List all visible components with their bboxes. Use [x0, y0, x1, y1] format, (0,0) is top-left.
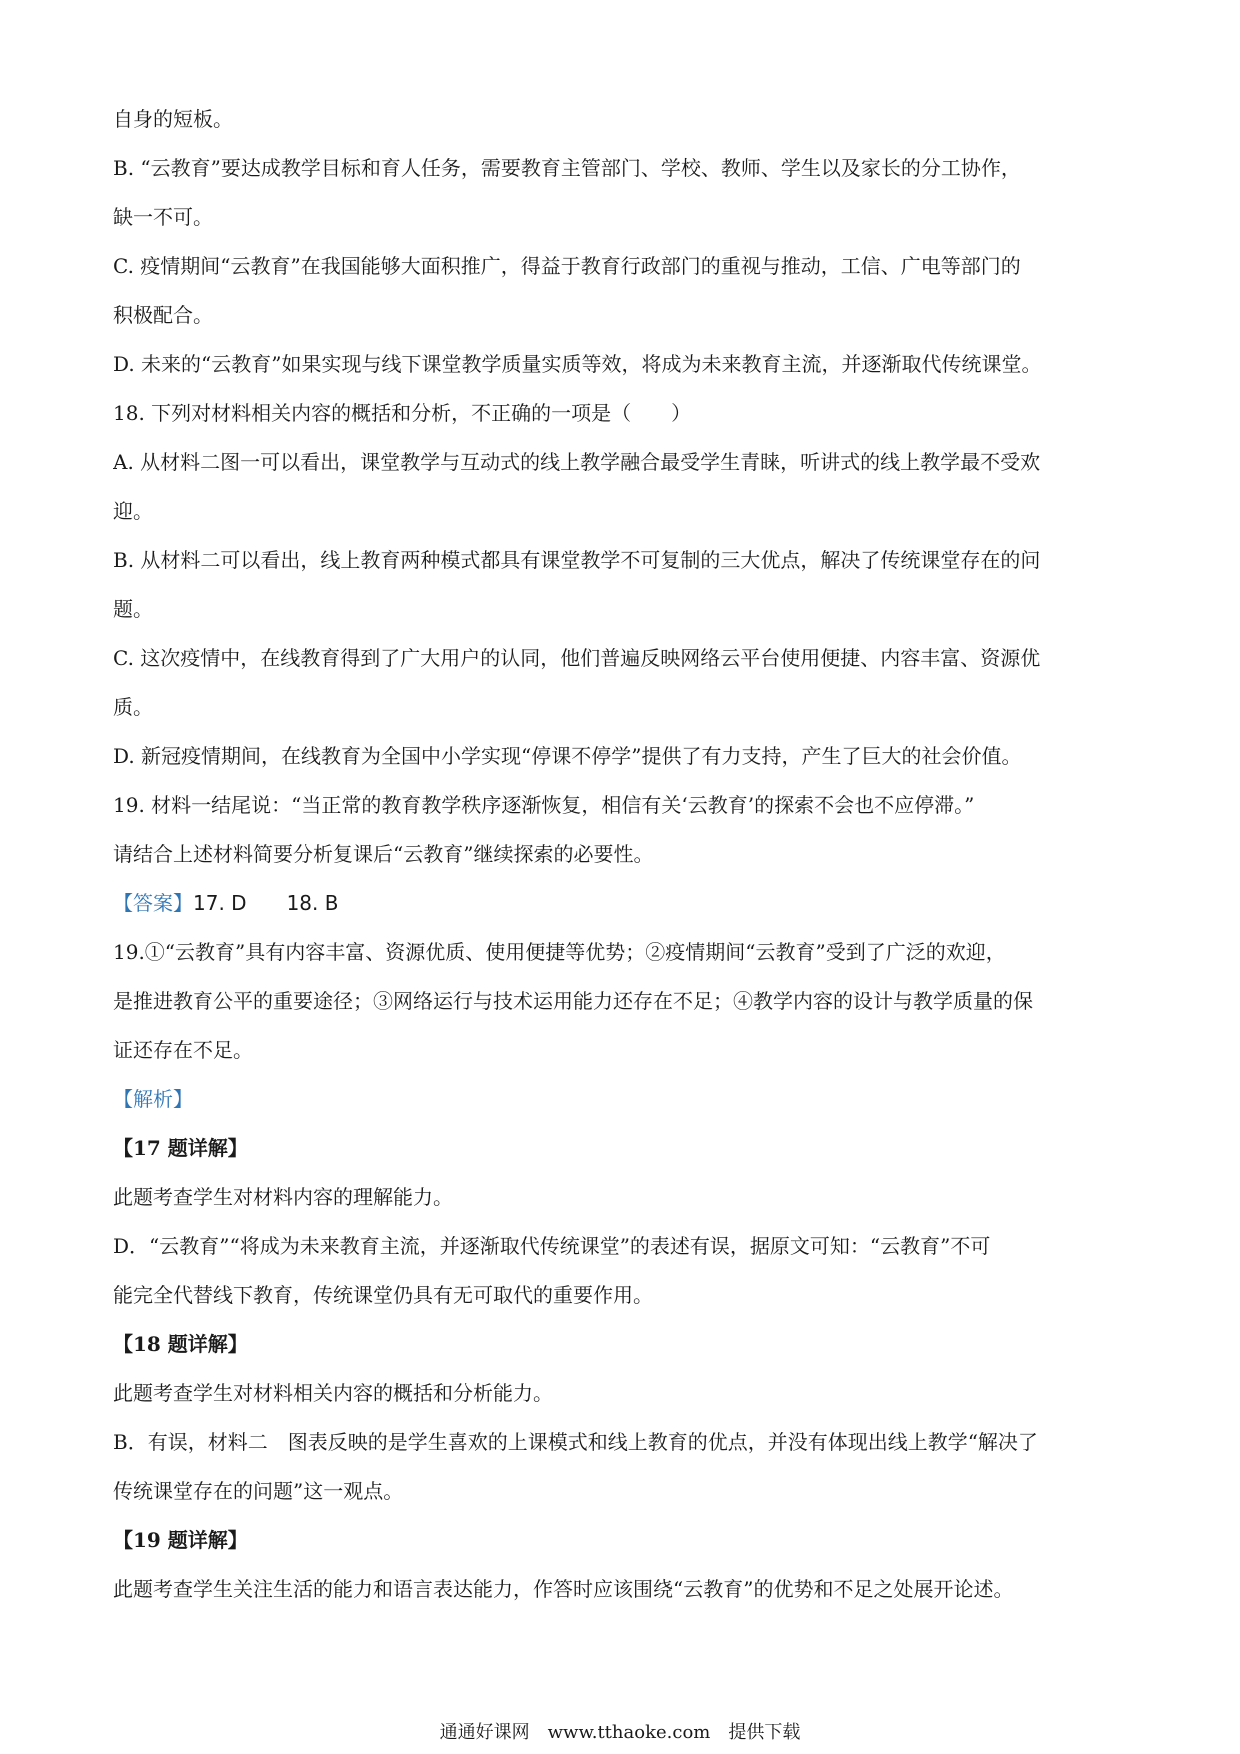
page-footer: 通通好课网 www.tthaoke.com 提供下载: [439, 1722, 801, 1743]
q17-detail-heading: 【17 题详解】: [113, 1136, 248, 1160]
q18-option-a-line1: A. 从材料二图一可以看出，课堂教学与互动式的线上教学融合最受学生青睐，听讲式的线上教学最不受欢: [113, 450, 1041, 474]
q19-stem-line1: 19. 材料一结尾说：“当正常的教育教学秩序逐渐恢复，相信有关‘云教育’的探索不会也不应停滞。”: [113, 793, 975, 817]
q18-option-c-line1: C. 这次疫情中，在线教育得到了广大用户的认同，他们普遍反映网络云平台使用便捷、内容丰富、资源优: [113, 646, 1041, 670]
q18-detail-line1: 此题考查学生对材料相关内容的概括和分析能力。: [113, 1381, 553, 1405]
answer-q19-line3: 证还存在不足。: [113, 1038, 253, 1062]
q18-detail-line2: B．有误，材料二 图表反映的是学生喜欢的上课模式和线上教育的优点，并没有体现出线上教学“解决了: [113, 1430, 1038, 1454]
answer-text: 17. D 18. B: [193, 891, 339, 915]
q18-detail-line3: 传统课堂存在的问题”这一观点。: [113, 1479, 404, 1503]
q17-option-c-line1: C. 疫情期间“云教育”在我国能够大面积推广，得益于教育行政部门的重视与推动，工信、广电等部门的: [113, 254, 1021, 278]
q18-option-c-line2: 质。: [113, 695, 153, 719]
answer-q19-line1: 19.①“云教育”具有内容丰富、资源优质、使用便捷等优势；②疫情期间“云教育”受到了广泛的欢迎，: [113, 940, 1006, 964]
q17-option-b-line1: B. “云教育”要达成教学目标和育人任务，需要教育主管部门、学校、教师、学生以及家长的分工协作，: [113, 156, 1021, 180]
q19-detail-line1: 此题考查学生关注生活的能力和语言表达能力，作答时应该围绕“云教育”的优势和不足之处展开论述。: [113, 1577, 1014, 1601]
answer-line: [113, 879, 1135, 928]
q19-detail-heading: 【19 题详解】: [113, 1528, 248, 1552]
q17-detail-line2: D．“云教育”“将成为未来教育主流，并逐渐取代传统课堂”的表述有误，据原文可知：“云教育”不可: [113, 1234, 991, 1258]
q18-option-d: D. 新冠疫情期间，在线教育为全国中小学实现“停课不停学”提供了有力支持，产生了巨大的社会价值。: [113, 744, 1022, 768]
q18-option-b-line2: 题。: [113, 597, 153, 621]
q17-detail-line3: 能完全代替线下教育，传统课堂仍具有无可取代的重要作用。: [113, 1283, 653, 1307]
answer-label: 【答案】: [113, 891, 193, 915]
document-body: [113, 95, 1135, 1614]
analysis-label: 【解析】: [113, 1087, 193, 1111]
q17-option-c-line2: 积极配合。: [113, 303, 213, 327]
q19-stem-line2: 请结合上述材料简要分析复课后“云教育”继续探索的必要性。: [113, 842, 654, 866]
q17-option-b-line2: 缺一不可。: [113, 205, 213, 229]
answer-q19-line2: 是推进教育公平的重要途径；③网络运行与技术运用能力还存在不足；④教学内容的设计与教学质量的保: [113, 989, 1033, 1013]
q17-option-a-tail: 自身的短板。: [113, 107, 233, 131]
q18-option-a-line2: 迎。: [113, 499, 153, 523]
q18-option-b-line1: B. 从材料二可以看出，线上教育两种模式都具有课堂教学不可复制的三大优点，解决了传统课堂存在的问: [113, 548, 1041, 572]
q18-stem: 18. 下列对材料相关内容的概括和分析，不正确的一项是（ ）: [113, 401, 692, 425]
q18-detail-heading: 【18 题详解】: [113, 1332, 248, 1356]
q17-option-d: D. 未来的“云教育”如果实现与线下课堂教学质量实质等效，将成为未来教育主流，并逐渐取代传统课堂。: [113, 352, 1042, 376]
q17-detail-line1: 此题考查学生对材料内容的理解能力。: [113, 1185, 453, 1209]
